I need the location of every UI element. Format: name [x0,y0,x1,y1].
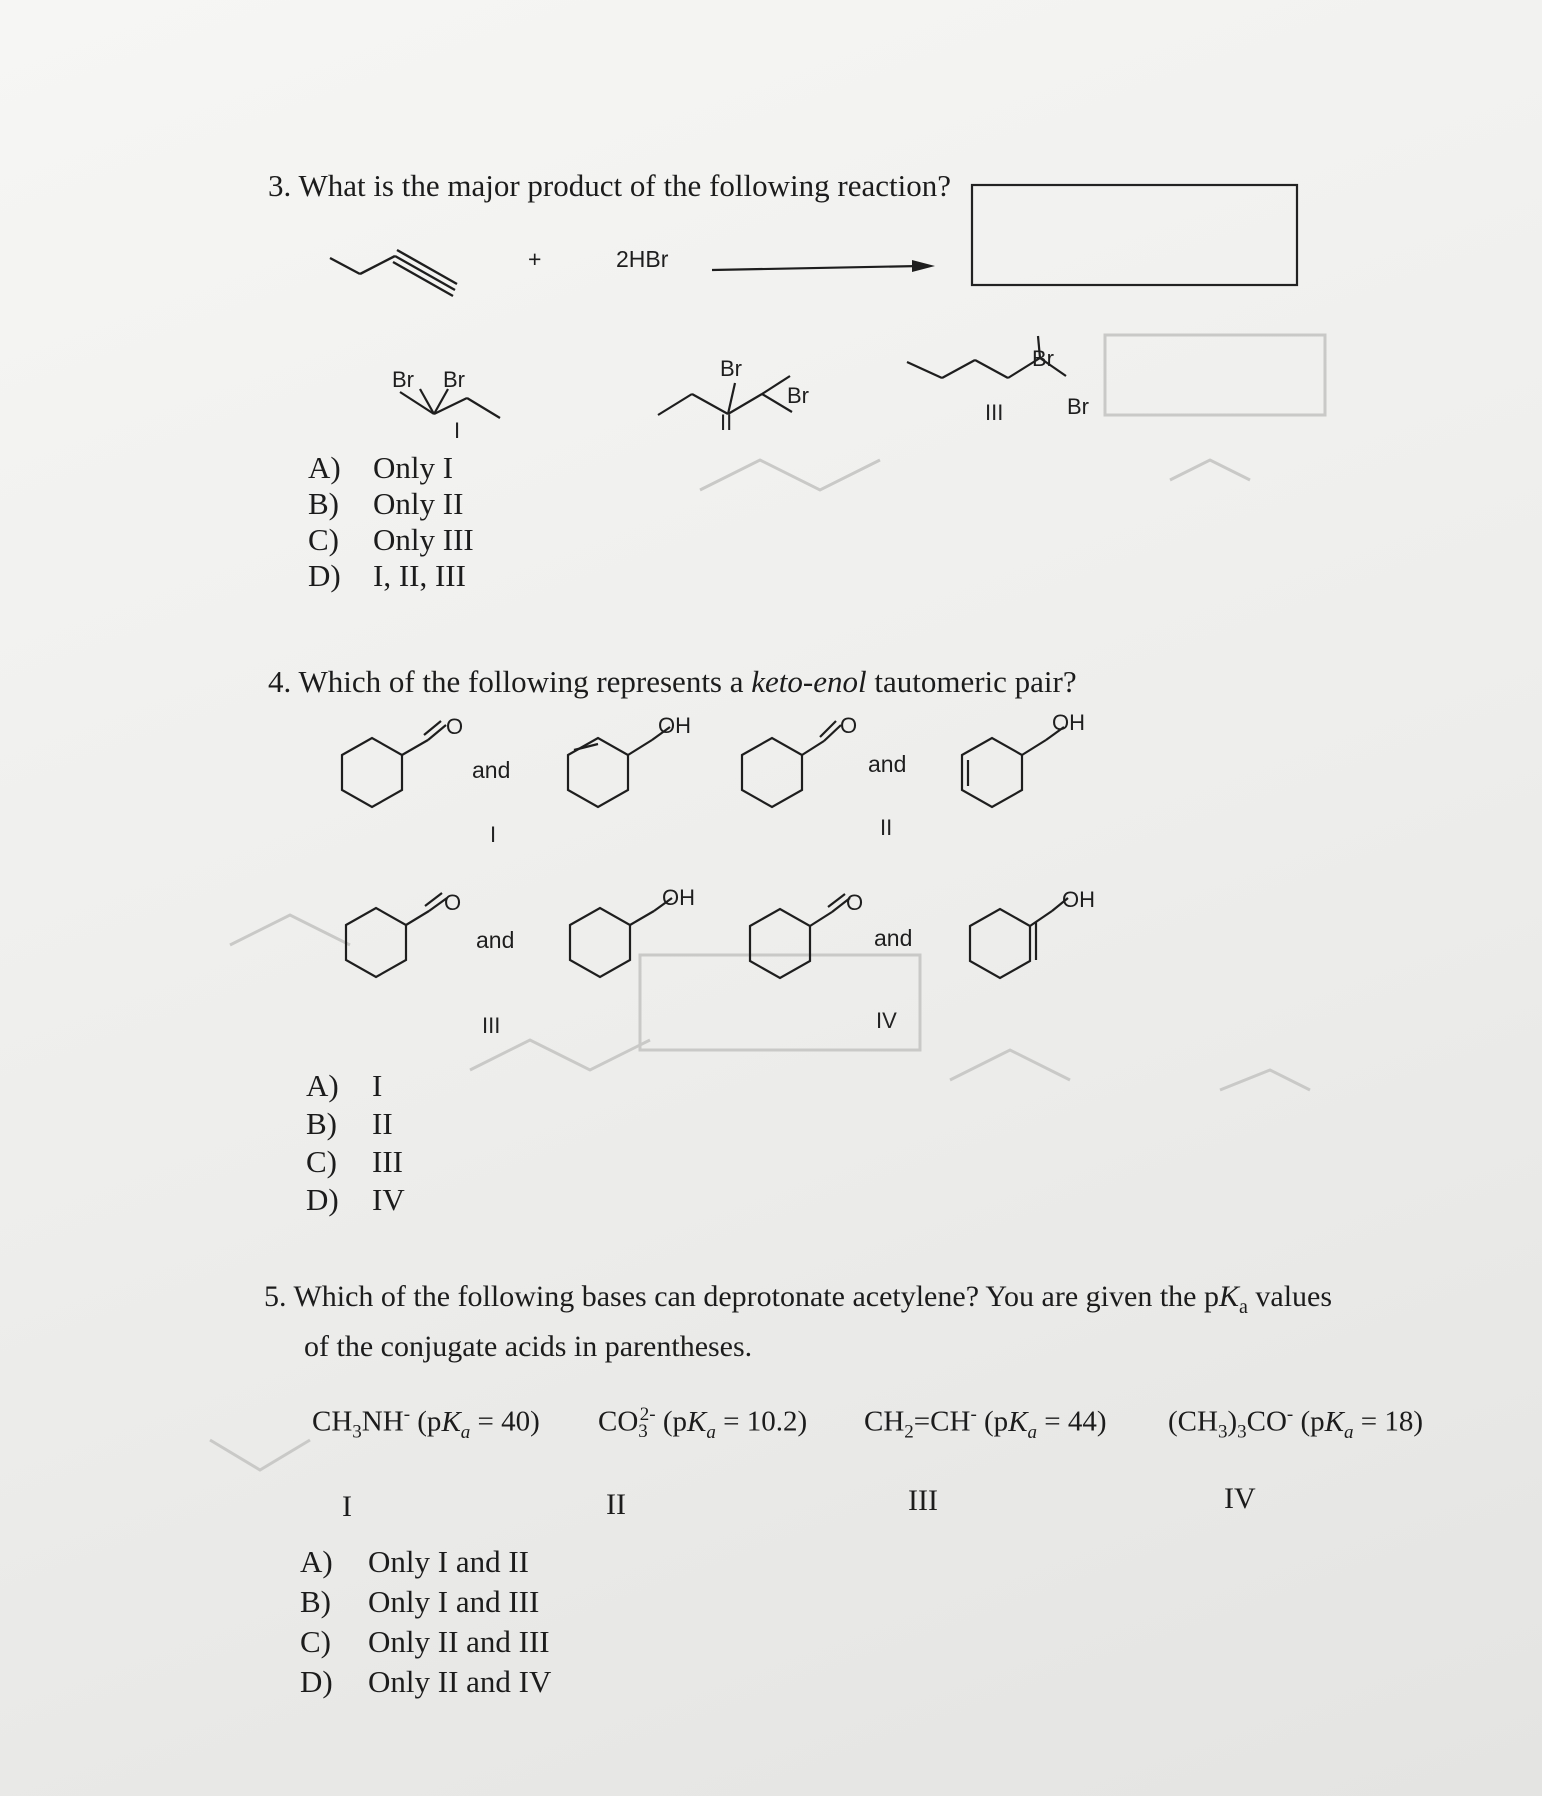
q4-option-c-text: III [372,1144,403,1179]
pair-IV-o: O [846,890,864,915]
q4-option-a[interactable] [306,1068,382,1104]
q4-option-a-text: I [372,1068,383,1103]
q3-option-c[interactable] [308,522,474,558]
product-III-br-2: Br [1067,394,1089,419]
pair-IV-and: and [874,925,913,951]
q4-option-b[interactable] [306,1106,393,1142]
base-III-mid: =CH [913,1405,971,1438]
base-IV-charge: - [1286,1404,1294,1425]
q4-question-italic: keto-enol [751,664,867,699]
pair-II-ring-1 [742,738,802,807]
q4-structures [300,700,1200,1040]
q4-numeral-II: II [880,815,893,840]
q3-option-d[interactable] [308,558,466,594]
base-I-charge: - [403,1404,411,1425]
q3-option-b[interactable] [308,486,463,522]
pair-I-o: O [446,714,464,739]
q3-option-b-text: Only II [373,486,464,521]
q3-numeral-I: I [454,418,461,443]
pair-II-ring-2 [962,738,1022,807]
base-III-pka: 44 [1067,1405,1097,1438]
base-III-numeral: III [908,1484,938,1517]
pair-IV-ring-1 [750,909,810,978]
q4-option-d-letter: D) [306,1182,339,1217]
base-IV-sub-2: 3 [1237,1421,1247,1443]
pair-IV-ring-2 [970,909,1030,978]
pair-I-ring-1 [342,738,402,807]
reaction-arrow [712,260,935,272]
q5-option-d-text: Only II and IV [368,1664,552,1699]
q5-question-line2: of the conjugate acids in parentheses. [304,1330,753,1363]
q4-option-b-letter: B) [306,1106,337,1141]
base-III-head: CH [864,1405,905,1438]
pair-I-oh: OH [658,713,691,738]
base-IV-mid: ) [1227,1405,1238,1438]
q5-option-a-text: Only I and II [368,1544,529,1579]
base-IV-numeral: IV [1224,1482,1256,1515]
q3-question: 3. What is the major product of the following reaction? [268,168,951,203]
q3-numeral-II: II [720,410,733,435]
base-II: $CO_3^{2-}$ $(pK_a = 10.2)$ [598,1404,808,1443]
pair-I-and: and [472,757,511,783]
q3-reagent: 2HBr [616,246,669,272]
base-III-charge: - [970,1404,977,1425]
q5-question-line1 [264,1280,1332,1319]
q4-option-b-text: II [372,1106,393,1141]
base-IV-pka: 18 [1384,1405,1414,1438]
q5-line1-a: a [1239,1296,1248,1318]
base-I-mid: NH [361,1405,404,1438]
q5-line1-k: K [1218,1280,1239,1313]
base-III-sub: 2 [904,1421,914,1443]
q4-number: 4. [268,664,292,699]
base-I-head: CH [312,1405,353,1438]
q3-option-a[interactable] [308,450,453,486]
product-II-br-1: Br [720,356,742,381]
q5-option-d[interactable] [300,1664,551,1700]
q4-option-d-text: IV [372,1182,405,1217]
q4-option-a-letter: A) [306,1068,339,1103]
q5-line1-pre: 5. Which of the following bases can deprotonate acetylene? You are given the p [264,1280,1219,1313]
q5-line1-post: values [1247,1280,1333,1313]
pair-III-ring-1 [346,908,406,977]
base-III: $CH_2=CH^-$ $(pK_a = 44)$ [864,1404,1107,1443]
base-IV-head: (CH [1168,1405,1218,1438]
base-II-charge: 2- [639,1404,656,1425]
product-I-br-2: Br [443,367,465,392]
q5-option-c[interactable] [300,1624,550,1660]
product-II-structure [658,356,809,415]
pair-II-o: O [840,713,858,738]
pair-IV-oh: OH [1062,887,1095,912]
q4-option-d[interactable] [306,1182,405,1218]
q4-option-c[interactable] [306,1144,403,1180]
pair-III-o: O [444,890,462,915]
q4-numeral-I: I [490,822,497,847]
pentyne-structure [330,250,457,296]
answer-box[interactable] [972,185,1297,285]
q4-numeral-IV: IV [876,1008,897,1033]
base-I: $CH_3NH^-$ $(pK_a = 40)$ [312,1404,540,1443]
base-IV-tail: CO [1246,1405,1287,1438]
q4-question-pre: Which of the following represents a [298,664,752,699]
q3-numeral-III: III [985,400,1004,425]
q4-question-post: tautomeric pair? [866,664,1077,699]
pair-III-and: and [476,927,515,953]
q5-option-a-letter: A) [300,1544,333,1579]
pair-II-and: and [868,751,907,777]
base-I-numeral: I [342,1490,352,1523]
product-II-br-2: Br [787,383,809,408]
base-IV-sub-1: 3 [1217,1421,1228,1443]
product-III-br-1: Br [1032,346,1054,371]
base-I-pka: 40 [501,1405,531,1438]
q5-option-c-letter: C) [300,1624,331,1659]
q4-question [268,664,1077,700]
q3-option-c-letter: C) [308,522,339,557]
q3-option-c-text: Only III [373,522,474,557]
product-I-br-1: Br [392,367,414,392]
q5-option-c-text: Only II and III [368,1624,550,1659]
q5-option-b-text: Only I and III [368,1584,540,1619]
base-IV: $(CH_3)_3CO^-$ $(pK_a = 18)$ [1168,1404,1424,1443]
q3-option-b-letter: B) [308,486,339,521]
product-I-structure [392,367,500,418]
base-II-pka: 10.2 [746,1405,798,1438]
q3-option-a-letter: A) [308,450,341,485]
base-I-sub: 3 [352,1421,362,1443]
base-II-head: CO [598,1405,639,1438]
base-II-numeral: II [606,1488,626,1521]
q5-option-b-letter: B) [300,1584,331,1619]
q5-option-b[interactable] [300,1584,539,1620]
q3-option-d-letter: D) [308,558,341,593]
q4-numeral-III: III [482,1013,501,1038]
base-II-sub: 3 [638,1421,648,1443]
q3-option-a-text: Only I [373,450,454,485]
q3-option-d-text: I, II, III [373,558,466,593]
q5-option-a[interactable] [300,1544,529,1580]
pair-III-ring-2 [570,908,630,977]
q5-option-d-letter: D) [300,1664,333,1699]
q3-reaction [300,180,1300,440]
q3-plus: + [528,246,542,272]
pair-III-oh: OH [662,885,695,910]
pair-II-oh: OH [1052,710,1085,735]
q4-option-c-letter: C) [306,1144,337,1179]
